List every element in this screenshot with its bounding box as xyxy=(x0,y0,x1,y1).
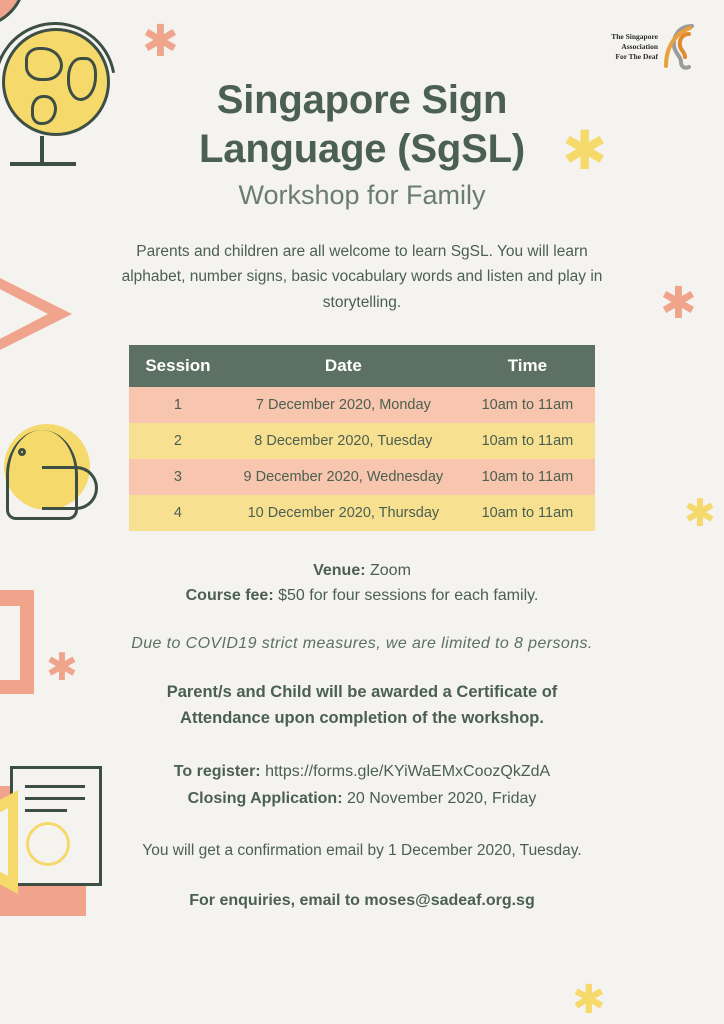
register-url[interactable]: https://forms.gle/KYiWaEMxCoozQkZdA xyxy=(265,762,551,780)
closing-line xyxy=(52,785,672,812)
logo-line-2: Association xyxy=(621,42,658,52)
sessions-table-wrapper xyxy=(129,345,595,531)
certificate-line-1: Parent/s and Child will be awarded a Certificate of xyxy=(166,682,558,701)
register-line xyxy=(52,758,672,785)
star-icon: ✱ xyxy=(562,119,608,182)
table-header-row xyxy=(129,345,595,387)
star-icon: ✱ xyxy=(46,645,78,689)
sessions-table xyxy=(129,345,595,531)
column-header-session: Session xyxy=(129,345,227,387)
page-title xyxy=(0,0,724,174)
venue-label: Venue: xyxy=(313,562,366,580)
fee-line xyxy=(52,584,672,609)
cell-date: 10 December 2020, Thursday xyxy=(227,495,460,531)
details-section xyxy=(52,559,672,910)
cell-time: 10am to 11am xyxy=(460,387,595,423)
confirmation-note: You will get a confirmation email by 1 December 2020, Tuesday. xyxy=(142,842,582,860)
cell-session: 1 xyxy=(129,387,227,423)
title-line-2: Language (SgSL) xyxy=(199,126,525,171)
registration-section xyxy=(52,758,672,812)
star-icon: ✱ xyxy=(572,977,606,1023)
logo-line-3: For The Deaf xyxy=(615,52,658,62)
covid-note: Due to COVID19 strict measures, we are limited to 8 persons. xyxy=(131,634,593,652)
certificate-line-2: Attendance upon completion of the workshop. xyxy=(180,709,544,728)
column-header-date: Date xyxy=(227,345,460,387)
closing-value: 20 November 2020, Friday xyxy=(346,789,537,807)
sessions-table-head xyxy=(129,345,595,387)
register-label: To register: xyxy=(173,762,261,780)
sessions-table-body xyxy=(129,387,595,531)
certificate-note xyxy=(132,679,592,732)
venue-value: Zoom xyxy=(370,562,411,580)
star-icon: ✱ xyxy=(660,278,697,329)
star-icon: ✱ xyxy=(684,491,716,535)
page-subtitle: Workshop for Family xyxy=(238,179,486,210)
cell-date: 7 December 2020, Monday xyxy=(227,387,460,423)
cell-date: 8 December 2020, Tuesday xyxy=(227,423,460,459)
cell-date: 9 December 2020, Wednesday xyxy=(227,459,460,495)
title-line-1: Singapore Sign xyxy=(216,78,508,122)
table-row xyxy=(129,495,595,531)
enquiries-line[interactable]: For enquiries, email to moses@sadeaf.org.sg xyxy=(189,892,535,910)
star-icon: ✱ xyxy=(142,16,179,67)
logo-line-1: The Singapore xyxy=(611,32,658,41)
cell-session: 3 xyxy=(129,459,227,495)
cell-time: 10am to 11am xyxy=(460,495,595,531)
table-row xyxy=(129,423,595,459)
cell-time: 10am to 11am xyxy=(460,459,595,495)
fee-value: $50 for four sessions for each family. xyxy=(278,587,539,605)
cell-session: 4 xyxy=(129,495,227,531)
venue-line xyxy=(52,559,672,584)
intro-paragraph: Parents and children are all welcome to learn SgSL. You will learn alphabet, number signs, basic vocabulary words and listen and play in storytelling. xyxy=(121,242,603,311)
cell-session: 2 xyxy=(129,423,227,459)
table-row xyxy=(129,459,595,495)
cell-time: 10am to 11am xyxy=(460,423,595,459)
table-row xyxy=(129,387,595,423)
column-header-time: Time xyxy=(460,345,595,387)
fee-label: Course fee: xyxy=(185,587,274,605)
closing-label: Closing Application: xyxy=(187,789,343,807)
